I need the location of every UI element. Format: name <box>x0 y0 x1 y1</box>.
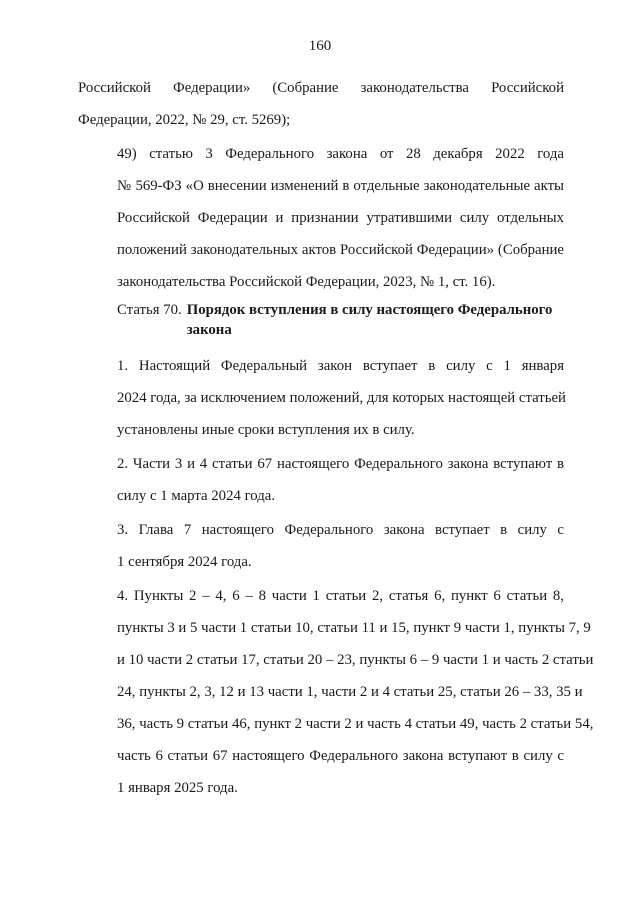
text-line: силу с 1 марта 2024 года. <box>117 488 276 504</box>
article-item-4 <box>78 580 594 804</box>
paragraph-continuation <box>78 72 564 136</box>
text-line: 1 сентября 2024 года. <box>117 554 252 570</box>
text-line: Российской Федерации и признании утратившими силу отдельных <box>117 210 564 226</box>
page-number: 160 <box>308 38 332 54</box>
paragraph-item-49 <box>78 138 564 298</box>
text-line: законодательства Российской Федерации, 2023, № 1, ст. 16). <box>117 274 496 290</box>
text-line: 24, пункты 2, 3, 12 и 13 части 1, части 2 и 4 статьи 25, статьи 26 – 33, 35 и <box>117 684 583 700</box>
text-line: 2. Части 3 и 4 статьи 67 настоящего Федерального закона вступают в <box>117 456 564 472</box>
text-line: 36, часть 9 статьи 46, пункт 2 части 2 и часть 4 статьи 49, часть 2 статьи 54, <box>117 716 594 732</box>
text-line: Федерации, 2022, № 29, ст. 5269); <box>78 112 291 128</box>
document-body <box>78 72 594 806</box>
article-title: Порядок вступления в силу настоящего Федерального закона <box>186 302 553 338</box>
article-item-3 <box>78 514 564 578</box>
text-line: 3. Глава 7 настоящего Федерального закона вступает в силу с <box>117 522 564 538</box>
text-line: часть 6 статьи 67 настоящего Федерального закона вступают в силу с <box>117 748 564 764</box>
article-item-1 <box>78 350 564 446</box>
text-line: 1. Настоящий Федеральный закон вступает в силу с 1 января <box>117 358 564 374</box>
text-line: 49) статью 3 Федерального закона от 28 декабря 2022 года <box>117 146 564 162</box>
text-line: 4. Пункты 2 – 4, 6 – 8 части 1 статьи 2, статья 6, пункт 6 статьи 8, <box>117 588 564 604</box>
text-line: пункты 3 и 5 части 1 статьи 10, статьи 11 и 15, пункт 9 части 1, пункты 7, 9 <box>117 620 591 636</box>
text-line: 1 января 2025 года. <box>117 780 238 796</box>
text-line: установлены иные сроки вступления их в силу. <box>117 422 415 438</box>
text-line: положений законодательных актов Российской Федерации» (Собрание <box>117 242 564 258</box>
text-line: Российской Федерации» (Собрание законодательства Российской <box>78 80 564 96</box>
article-heading <box>78 300 564 340</box>
article-label: Статья 70. <box>117 302 182 318</box>
text-line: № 569-ФЗ «О внесении изменений в отдельные законодательные акты <box>117 178 564 194</box>
article-item-2 <box>78 448 564 512</box>
text-line: 2024 года, за исключением положений, для которых настоящей статьей <box>117 390 566 406</box>
text-line: и 10 части 2 статьи 17, статьи 20 – 23, пункты 6 – 9 части 1 и часть 2 статьи <box>117 652 594 668</box>
